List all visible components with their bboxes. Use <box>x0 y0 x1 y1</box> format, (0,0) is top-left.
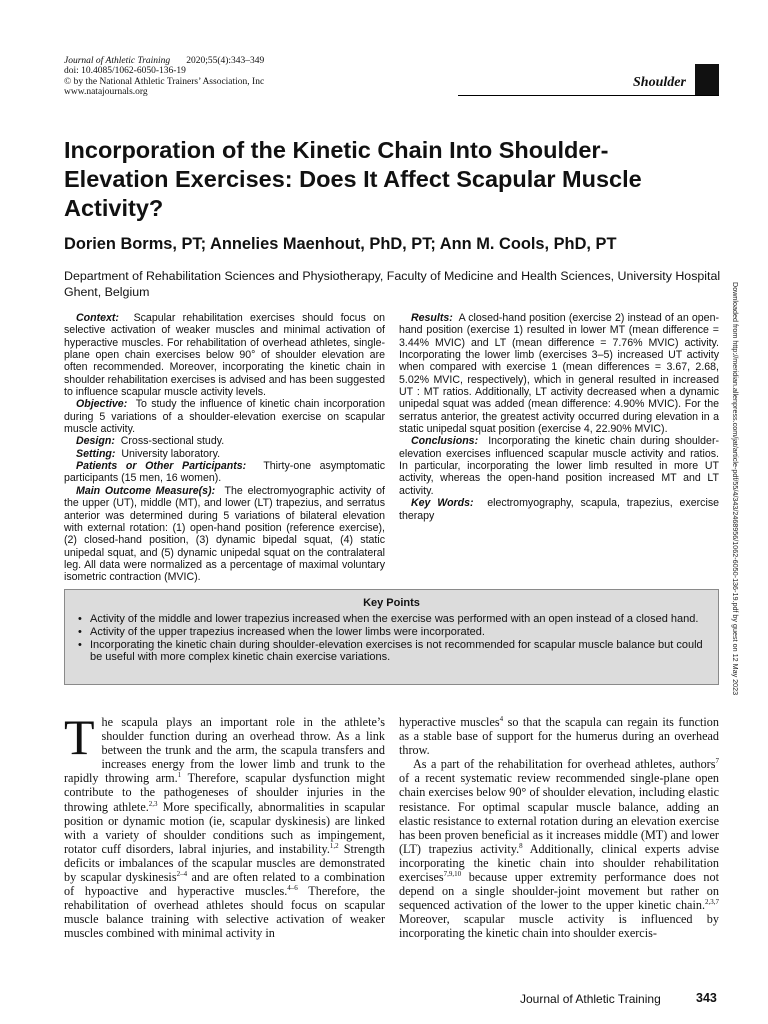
key-point-item <box>75 626 705 639</box>
conclusions-text: Incorporating the kinetic chain during shoulder-elevation exercises influenced scapular muscle activity and ratios. In particular, incorporating the lower limb resulted in more UT activity, whereas the open-hand position increased MT and LT activity. <box>399 435 719 497</box>
abstract-conclusions <box>399 435 719 497</box>
context-label: Context: <box>76 312 119 324</box>
keywords-text: electromyography, scapula, trapezius, exercise therapy <box>399 497 720 522</box>
section-label: Shoulder <box>633 75 686 90</box>
body-text: Strength deficits or imbalances of the scapular muscles are demonstrated by scapular dyskinesis <box>64 841 385 885</box>
citation: 4 <box>499 715 504 723</box>
citation: 2–4 <box>176 870 188 879</box>
body-text: of a recent systematic review recommended single-plane open chain exercises below 90° of shoulder elevation, including elastic resistance. For optimal scapular muscle balance, adding an elastic resistance to external rotation during an elevation exercise has been proven beneficial as it increases middle (MT) and lower (LT) trapezius activity. <box>399 771 719 856</box>
design-text: Cross-sectional study. <box>120 435 225 448</box>
abstract-context <box>64 312 385 398</box>
bullet-icon: • <box>78 638 82 651</box>
key-point-item <box>75 639 705 665</box>
body-text: so that the scapula can regain its function as a stable base of support for the humerus during an overhead throw. <box>399 715 719 758</box>
author-list: Dorien Borms, PT; Annelies Maenhout, PhD, PT; Ann M. Cools, PhD, PT <box>64 235 617 253</box>
body-paragraph <box>399 757 719 940</box>
citation: 7 <box>715 757 719 766</box>
citation: 2,3,7 <box>705 898 719 907</box>
patients-label: Patients or Other Participants: <box>76 460 247 473</box>
abstract-keywords <box>399 497 719 522</box>
bullet-icon: • <box>78 625 82 638</box>
abstract-design <box>64 435 385 447</box>
download-note-text: Downloaded from http://meridian.allenpress.com/jat/article-pdf/55/4/343/2468956/1062-6050-136-19.pdf by guest on 12 May 2023 <box>731 282 740 696</box>
design-label: Design: <box>76 435 115 448</box>
citation: 1,2 <box>329 841 339 850</box>
journal-website: www.natajournals.org <box>64 87 148 98</box>
setting-label: Setting: <box>76 447 116 460</box>
key-point-text: Activity of the upper trapezius increased when the lower limbs were incorporated. <box>90 625 485 638</box>
body-text: Moreover, scapular muscle activity is influenced by incorporating the kinetic chain into shoulder exercis- <box>399 912 719 941</box>
results-label: Results: <box>411 312 453 324</box>
article-title: Incorporation of the Kinetic Chain Into Shoulder-Elevation Exercises: Does It Affect Scapular Muscle Activity? <box>64 137 642 221</box>
body-text: Additionally, clinical experts advise incorporating the kinetic chain into shoulder rehabilitation exercises <box>399 841 719 885</box>
body-text: because upper extremity performance does not depend on a single shoulder-joint movement but rather on sequenced activation of the lower to the upper kinetic chain. <box>399 870 719 913</box>
conclusions-label: Conclusions: <box>411 435 479 448</box>
body-text: More specifically, abnormalities in scapular position or dynamic motion (ie, scapular dyskinesis) are linked with a variety of shoulder conditions such as impingement, rotator cuff disorders, labral injuries, and instability. <box>64 799 385 856</box>
abstract-column-right <box>399 312 719 522</box>
body-text: Therefore, the rehabilitation of overhead athletes should focus on scapular muscle balance training with selective activation of weaker muscles combined with minimal activity in <box>64 884 385 941</box>
drop-cap: T <box>64 709 95 765</box>
citation: 8 <box>519 841 523 850</box>
page-number: 343 <box>696 991 717 1005</box>
context-text: Scapular rehabilitation exercises should focus on selective activation of weaker muscles and minimal activation of hyperactive muscles. For rehabilitation of overhead athletes, single-plane open chain exercises below 90° of shoulder elevation are often recommended. Moreover, incorporating the kinetic chain in shoulder rehabilitation exercises is advised and has been suggested to influence scapular muscle activity levels. <box>64 312 385 399</box>
citation: 7,9,10 <box>443 870 462 879</box>
key-point-text: Incorporating the kinetic chain during shoulder-elevation exercises is not recommended for scapular muscle balance but could be useful with more complex kinetic chain exercise variations. <box>90 638 703 664</box>
patients-text: Thirty-one asymptomatic participants (15 men, 16 women). <box>64 460 385 485</box>
keywords-label: Key Words: <box>411 497 474 510</box>
key-point-text: Activity of the middle and lower trapezius increased when the exercise was performed with an open instead of a closed hand. <box>90 613 699 625</box>
section-tab-marker <box>695 64 719 96</box>
journal-volume: 2020;55(4):343–349 <box>186 56 265 66</box>
doi: doi: 10.4085/1062-6050-136-19 <box>64 66 186 77</box>
abstract-objective <box>64 398 385 435</box>
citation: 4–6 <box>287 884 298 893</box>
abstract-column-left <box>64 312 385 584</box>
footer-journal-name: Journal of Athletic Training <box>520 992 661 1006</box>
journal-name: Journal of Athletic Training <box>64 56 171 66</box>
bullet-icon: • <box>78 613 82 625</box>
affiliation: Department of Rehabilitation Sciences and Physiotherapy, Faculty of Medicine and Health Sciences, University Hospital Ghent, Belgium <box>64 269 721 299</box>
abstract-outcome <box>64 485 385 584</box>
citation: 2,3 <box>148 799 158 808</box>
body-text: As a part of the rehabilitation for overhead athletes, authors <box>413 757 716 772</box>
key-points-list <box>75 613 705 664</box>
objective-label: Objective: <box>76 398 128 411</box>
body-text: he scapula plays an important role in the athlete’s shoulder function during an overhead throw. As a link between the trunk and the arm, the scapula transfers and increases energy from the lower limb and trunk to the rapidly throwing arm. <box>64 715 385 786</box>
body-column-right <box>399 715 719 941</box>
outcome-text: The electromyographic activity of the upper (UT), middle (MT), and lower (LT) trapezius, and serratus anterior was determined during 5 variations of bilateral elevation with external rotation: (1) open-hand position (reference exercise), (2) closed-hand position, (3) dynamic bipedal squat, (4) static unipedal squat, and (5) dynamic unipedal squat on the contralateral leg. All data were normalized as a percentage of maximal voluntary isometric contraction (MVIC). <box>64 484 385 584</box>
body-text: and are often related to a combination of hypoactive and hyperactive muscles. <box>64 870 385 899</box>
key-points-box <box>64 589 719 685</box>
abstract-results <box>399 312 719 435</box>
header-rule <box>458 95 719 96</box>
objective-text: To study the influence of kinetic chain incorporation during 5 variations of a shoulder-elevation exercise on scapular muscle activity. <box>64 398 385 436</box>
key-points-title: Key Points <box>363 597 420 609</box>
journal-meta <box>64 56 264 98</box>
body-text: Therefore, scapular dysfunction might contribute to the pathogeneses of shoulder injuries in the throwing athlete. <box>64 771 385 814</box>
body-text: hyperactive muscles <box>399 715 500 729</box>
citation: 1 <box>177 771 182 780</box>
setting-text: University laboratory. <box>121 447 221 460</box>
results-text: A closed-hand position (exercise 2) instead of an open-hand position (exercise 1) resulted in lower MT (mean difference = 3.44% MVIC) and LT (mean difference = 7.76% MVIC) activity. Incorporating the lower limb (exercises 3–5) increased UT activity when compared with exercise 1 (mean differences = 3.67, 2.68, 5.02% MVIC, respectively), which in general resulted in increased UT : MT ratios. Additionally, LT activity decreased when a dynamic unipedal squat was added (mean difference: 4.90% MVIC). For the serratus anterior, the greatest activity occurred during elevation in a static unipedal squat position (exercise 4, 22.90% MVIC). <box>399 312 719 436</box>
intro-paragraph <box>64 709 385 941</box>
body-paragraph <box>399 715 719 757</box>
abstract-setting <box>64 448 385 460</box>
abstract-patients <box>64 460 385 485</box>
key-point-item <box>75 613 705 626</box>
outcome-label: Main Outcome Measure(s): <box>76 484 216 497</box>
download-side-note <box>730 282 744 752</box>
copyright-notice: © by the National Athletic Trainers’ Association, Inc <box>64 76 265 87</box>
body-column-left <box>64 709 385 941</box>
